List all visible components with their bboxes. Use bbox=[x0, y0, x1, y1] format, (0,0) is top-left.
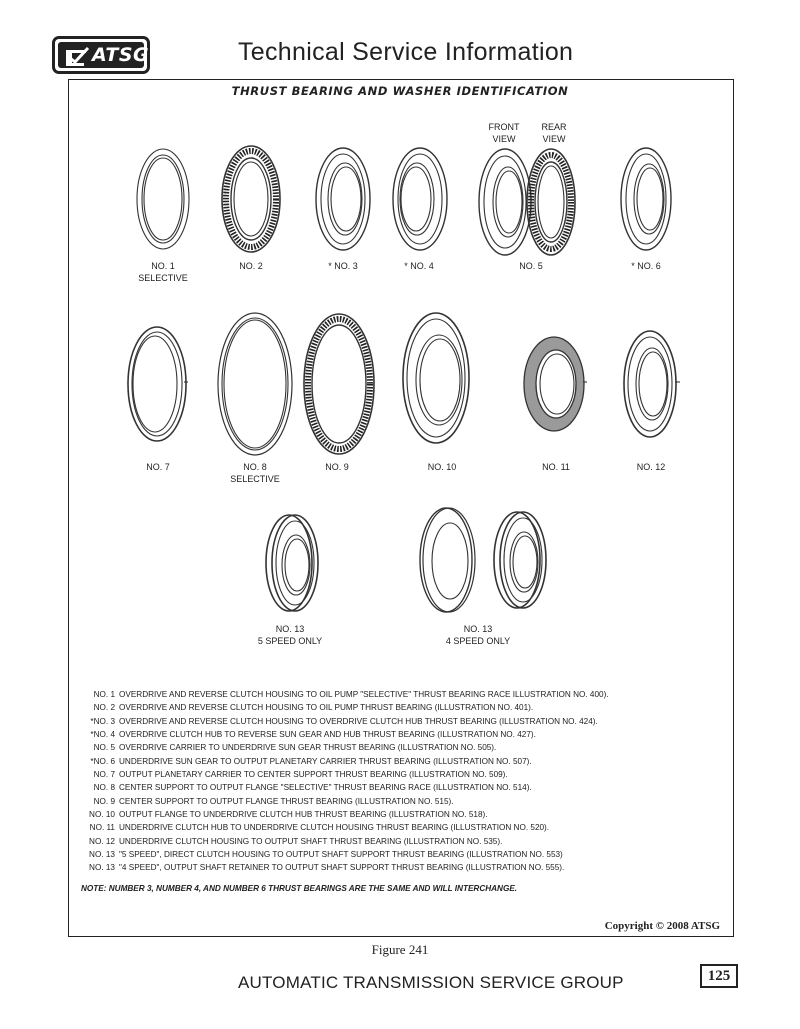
list-item: *NO. 3 OVERDRIVE AND REVERSE CLUTCH HOUSING TO OVERDRIVE CLUTCH HUB THRUST BEARING (ILLUSTRATION NO. 424). bbox=[90, 716, 598, 726]
part-7-bearing bbox=[128, 327, 188, 441]
part-label-1: NO. 1 SELECTIVE bbox=[138, 261, 188, 283]
part-5-front-view bbox=[479, 149, 531, 255]
part-label-10: NO. 10 bbox=[427, 462, 457, 472]
part-13-4speed-bearing bbox=[420, 508, 546, 612]
part-label-4: * NO. 4 bbox=[404, 261, 434, 271]
part-12-bearing bbox=[624, 331, 680, 437]
list-item: NO. 13 "5 SPEED", DIRECT CLUTCH HOUSING TO OUTPUT SHAFT SUPPORT THRUST BEARING (ILLUSTRATION NO. 553) bbox=[89, 850, 563, 860]
part-5-rear-view bbox=[527, 149, 575, 255]
part-label-13-4speed: NO. 13 4 SPEED ONLY bbox=[445, 624, 511, 646]
list-item: NO. 7 OUTPUT PLANETARY CARRIER TO CENTER SUPPORT THRUST BEARING (ILLUSTRATION NO. 509). bbox=[93, 770, 508, 780]
list-item: *NO. 6 UNDERDRIVE SUN GEAR TO OUTPUT PLANETARY CARRIER THRUST BEARING (ILLUSTRATION NO. 507). bbox=[90, 756, 532, 766]
part-label-2: NO. 2 bbox=[239, 261, 263, 271]
part-9-needle-bearing bbox=[304, 314, 374, 454]
part-label-13-5speed: NO. 13 5 SPEED ONLY bbox=[257, 624, 323, 646]
part-2-needle-bearing bbox=[222, 146, 280, 252]
rear-view-label: REAR VIEW bbox=[541, 122, 567, 144]
part-label-8: NO. 8 SELECTIVE bbox=[230, 462, 280, 484]
list-item: NO. 10 OUTPUT FLANGE TO UNDERDRIVE CLUTCH HUB THRUST BEARING (ILLUSTRATION NO. 518). bbox=[89, 810, 488, 820]
description-list bbox=[78, 688, 728, 875]
page-number: 125 bbox=[700, 964, 738, 988]
part-label-9: NO. 9 bbox=[325, 462, 349, 472]
list-item: NO. 11 UNDERDRIVE CLUTCH HUB TO UNDERDRIVE CLUTCH HOUSING THRUST BEARING (ILLUSTRATION NO. 520). bbox=[89, 823, 550, 833]
part-label-7: NO. 7 bbox=[146, 462, 170, 472]
part-13-5speed-bearing bbox=[266, 515, 318, 611]
part-label-5: NO. 5 bbox=[519, 261, 543, 271]
list-item: NO. 5 OVERDRIVE CARRIER TO UNDERDRIVE SUN GEAR THRUST BEARING (ILLUSTRATION NO. 505). bbox=[93, 743, 497, 753]
part-label-12: NO. 12 bbox=[636, 462, 666, 472]
interchange-note: NOTE: NUMBER 3, NUMBER 4, AND NUMBER 6 THRUST BEARINGS ARE THE SAME AND WILL INTERCHANGE. bbox=[81, 884, 518, 893]
part-3-bearing bbox=[316, 148, 370, 250]
section-title: THRUST BEARING AND WASHER IDENTIFICATION bbox=[231, 84, 569, 98]
part-8-washer bbox=[218, 313, 292, 455]
list-item: NO. 12 UNDERDRIVE CLUTCH HOUSING TO OUTPUT SHAFT THRUST BEARING (ILLUSTRATION NO. 535). bbox=[89, 836, 503, 846]
part-label-6: * NO. 6 bbox=[631, 261, 661, 271]
part-1-washer bbox=[137, 149, 189, 249]
list-item: NO. 2 OVERDRIVE AND REVERSE CLUTCH HOUSING TO OIL PUMP THRUST BEARING (ILLUSTRATION NO. 401). bbox=[93, 703, 534, 713]
part-6-bearing bbox=[621, 148, 671, 250]
part-4-bearing bbox=[393, 148, 447, 250]
part-label-11: NO. 11 bbox=[542, 462, 570, 472]
figure-caption: Figure 241 bbox=[371, 942, 429, 957]
logo-text: ATSG bbox=[92, 44, 150, 66]
list-item: NO. 8 CENTER SUPPORT TO OUTPUT FLANGE "SELECTIVE" THRUST BEARING RACE (ILLUSTRATION NO. 514). bbox=[93, 783, 532, 793]
list-item: *NO. 4 OVERDRIVE CLUTCH HUB TO REVERSE SUN GEAR AND HUB THRUST BEARING (ILLUSTRATION NO. 427). bbox=[90, 730, 536, 740]
page-title: Technical Service Information bbox=[238, 38, 574, 66]
footer-title: AUTOMATIC TRANSMISSION SERVICE GROUP bbox=[238, 973, 624, 992]
part-label-3: * NO. 3 bbox=[328, 261, 358, 271]
part-11-washer bbox=[524, 337, 587, 431]
list-item: NO. 9 CENTER SUPPORT TO OUTPUT FLANGE THRUST BEARING (ILLUSTRATION NO. 515). bbox=[93, 796, 454, 806]
copyright: Copyright © 2008 ATSG bbox=[604, 920, 720, 932]
list-item: NO. 1 OVERDRIVE AND REVERSE CLUTCH HOUSING TO OIL PUMP "SELECTIVE" THRUST BEARING RACE ILLUSTRATION NO. 400). bbox=[93, 690, 609, 699]
list-item: NO. 13 "4 SPEED", OUTPUT SHAFT RETAINER TO OUTPUT SHAFT SUPPORT THRUST BEARING (ILLUSTRATION NO. 555). bbox=[89, 863, 565, 873]
part-10-bearing bbox=[403, 313, 469, 443]
front-view-label: FRONT VIEW bbox=[488, 122, 520, 144]
